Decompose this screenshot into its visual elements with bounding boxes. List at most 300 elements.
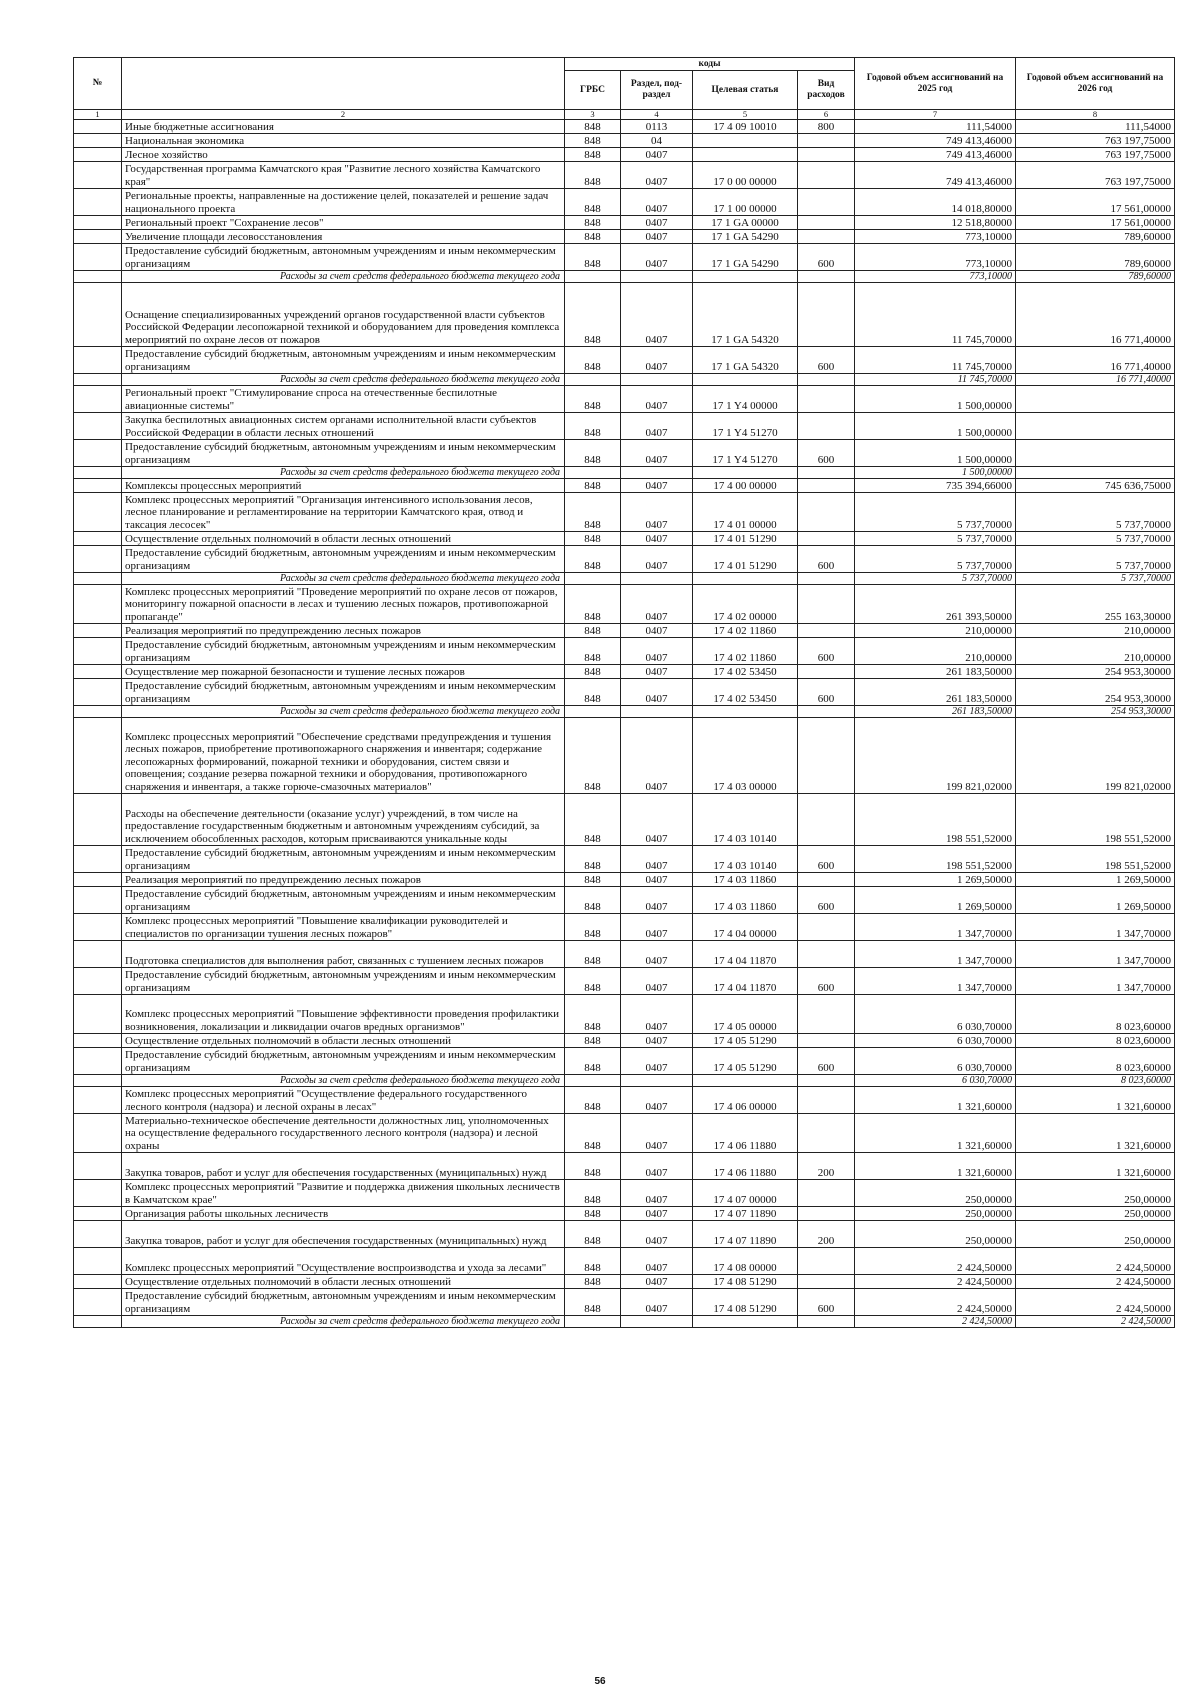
row-number-cell xyxy=(74,1207,122,1221)
row-razdel: 0407 xyxy=(621,1087,693,1114)
row-vid xyxy=(798,873,855,887)
row-number-cell xyxy=(74,413,122,440)
row-vol-2025: 11 745,70000 xyxy=(855,283,1016,347)
row-vol-2026: 198 551,52000 xyxy=(1016,794,1175,846)
row-vid xyxy=(798,189,855,216)
row-vid xyxy=(798,413,855,440)
row-name: Национальная экономика xyxy=(122,134,565,148)
row-vol-2026: 763 197,75000 xyxy=(1016,162,1175,189)
row-vid xyxy=(798,1075,855,1087)
row-number-cell xyxy=(74,271,122,283)
row-grbs: 848 xyxy=(565,1153,621,1180)
row-vol-2025: 1 321,60000 xyxy=(855,1087,1016,1114)
row-vol-2026 xyxy=(1016,467,1175,479)
row-razdel: 0113 xyxy=(621,120,693,134)
row-grbs: 848 xyxy=(565,1034,621,1048)
page-number: 56 xyxy=(594,1676,606,1687)
row-vol-2026: 1 321,60000 xyxy=(1016,1087,1175,1114)
row-razdel: 0407 xyxy=(621,887,693,914)
row-name: Расходы за счет средств федерального бюджета текущего года xyxy=(122,374,565,386)
row-razdel: 0407 xyxy=(621,679,693,706)
row-vol-2025: 2 424,50000 xyxy=(855,1289,1016,1316)
budget-sheet xyxy=(73,57,1174,1328)
row-vol-2025: 749 413,46000 xyxy=(855,134,1016,148)
row-vol-2025: 210,00000 xyxy=(855,624,1016,638)
row-celevaya: 17 4 09 10010 xyxy=(693,120,798,134)
row-name: Комплекс процессных мероприятий "Повышение квалификации руководителей и специалистов по организации тушения лесных пожаров" xyxy=(122,914,565,941)
row-vol-2026: 745 636,75000 xyxy=(1016,479,1175,493)
row-razdel: 0407 xyxy=(621,216,693,230)
row-vid xyxy=(798,1034,855,1048)
row-celevaya xyxy=(693,374,798,386)
row-name: Закупка товаров, работ и услуг для обеспечения государственных (муниципальных) нужд xyxy=(122,1221,565,1248)
row-razdel xyxy=(621,467,693,479)
row-vid: 600 xyxy=(798,679,855,706)
row-number-cell xyxy=(74,873,122,887)
row-vol-2026: 2 424,50000 xyxy=(1016,1275,1175,1289)
row-vol-2025: 2 424,50000 xyxy=(855,1275,1016,1289)
row-number-cell xyxy=(74,120,122,134)
row-vid xyxy=(798,1248,855,1275)
row-number-cell xyxy=(74,479,122,493)
row-number-cell xyxy=(74,1075,122,1087)
row-razdel: 0407 xyxy=(621,546,693,573)
row-vid xyxy=(798,914,855,941)
row-vol-2025: 2 424,50000 xyxy=(855,1248,1016,1275)
row-vid: 600 xyxy=(798,968,855,995)
row-vol-2026: 1 347,70000 xyxy=(1016,914,1175,941)
row-celevaya: 17 4 03 00000 xyxy=(693,718,798,794)
row-vol-2025: 1 269,50000 xyxy=(855,873,1016,887)
federal-budget-row xyxy=(74,573,1175,585)
table-row xyxy=(74,624,1175,638)
row-razdel: 0407 xyxy=(621,283,693,347)
row-name: Предоставление субсидий бюджетным, автономным учреждениям и иным некоммерческим организациям xyxy=(122,1289,565,1316)
row-number-cell xyxy=(74,546,122,573)
row-razdel xyxy=(621,1316,693,1328)
row-vol-2025: 261 183,50000 xyxy=(855,706,1016,718)
table-row xyxy=(74,585,1175,624)
row-vid xyxy=(798,148,855,162)
row-vol-2025: 250,00000 xyxy=(855,1207,1016,1221)
row-grbs xyxy=(565,467,621,479)
column-number: 7 xyxy=(855,110,1016,120)
row-razdel: 0407 xyxy=(621,1207,693,1221)
row-grbs: 848 xyxy=(565,162,621,189)
row-vid: 600 xyxy=(798,546,855,573)
column-number: 8 xyxy=(1016,110,1175,120)
budget-rows xyxy=(74,120,1175,1328)
row-name: Предоставление субсидий бюджетным, автономным учреждениям и иным некоммерческим организациям xyxy=(122,679,565,706)
row-name: Предоставление субсидий бюджетным, автономным учреждениям и иным некоммерческим организациям xyxy=(122,244,565,271)
row-grbs xyxy=(565,1316,621,1328)
row-vol-2026: 198 551,52000 xyxy=(1016,846,1175,873)
row-name: Закупка беспилотных авиационных систем органами исполнительной власти субъектов Российской Федерации в области лесных отношений xyxy=(122,413,565,440)
row-vol-2026: 17 561,00000 xyxy=(1016,189,1175,216)
table-row xyxy=(74,1180,1175,1207)
row-razdel: 0407 xyxy=(621,995,693,1034)
row-number-cell xyxy=(74,1153,122,1180)
row-grbs: 848 xyxy=(565,148,621,162)
row-celevaya: 17 4 06 11880 xyxy=(693,1114,798,1153)
row-number-cell xyxy=(74,1275,122,1289)
row-name: Осуществление мер пожарной безопасности и тушение лесных пожаров xyxy=(122,665,565,679)
row-vol-2026: 111,54000 xyxy=(1016,120,1175,134)
table-row xyxy=(74,120,1175,134)
row-number-cell xyxy=(74,162,122,189)
row-razdel: 0407 xyxy=(621,1034,693,1048)
row-razdel: 0407 xyxy=(621,914,693,941)
row-vol-2026: 1 269,50000 xyxy=(1016,873,1175,887)
table-row xyxy=(74,887,1175,914)
row-razdel: 0407 xyxy=(621,624,693,638)
row-vol-2025: 5 737,70000 xyxy=(855,573,1016,585)
row-vid xyxy=(798,573,855,585)
row-name: Региональный проект "Стимулирование спроса на отечественные беспилотные авиационные системы" xyxy=(122,386,565,413)
row-celevaya: 17 1 Y4 51270 xyxy=(693,413,798,440)
row-number-cell xyxy=(74,148,122,162)
row-vol-2026: 1 347,70000 xyxy=(1016,941,1175,968)
table-row xyxy=(74,479,1175,493)
row-grbs: 848 xyxy=(565,479,621,493)
row-vol-2025: 773,10000 xyxy=(855,230,1016,244)
row-vol-2025: 12 518,80000 xyxy=(855,216,1016,230)
row-razdel: 0407 xyxy=(621,1114,693,1153)
row-number-cell xyxy=(74,1048,122,1075)
row-razdel: 0407 xyxy=(621,665,693,679)
row-vol-2025: 11 745,70000 xyxy=(855,374,1016,386)
row-razdel: 0407 xyxy=(621,532,693,546)
row-name: Материально-техническое обеспечение деятельности должностных лиц, уполномоченных на осуществление федерального государственного лесного контроля (надзора) и лесной охраны xyxy=(122,1114,565,1153)
row-vid xyxy=(798,493,855,532)
row-vol-2025: 735 394,66000 xyxy=(855,479,1016,493)
row-number-cell xyxy=(74,216,122,230)
table-row xyxy=(74,532,1175,546)
row-vid: 600 xyxy=(798,1289,855,1316)
table-row xyxy=(74,1034,1175,1048)
row-name: Предоставление субсидий бюджетным, автономным учреждениям и иным некоммерческим организациям xyxy=(122,347,565,374)
row-vol-2026: 250,00000 xyxy=(1016,1207,1175,1221)
row-grbs: 848 xyxy=(565,1221,621,1248)
table-row xyxy=(74,1248,1175,1275)
row-celevaya xyxy=(693,706,798,718)
row-number-cell xyxy=(74,638,122,665)
row-vid xyxy=(798,941,855,968)
row-celevaya xyxy=(693,573,798,585)
row-razdel: 0407 xyxy=(621,493,693,532)
header-vid: Вид расходов xyxy=(798,71,855,110)
table-row xyxy=(74,189,1175,216)
row-number-cell xyxy=(74,1221,122,1248)
header-name xyxy=(122,58,565,110)
row-celevaya: 17 1 GA 54290 xyxy=(693,244,798,271)
row-celevaya xyxy=(693,271,798,283)
row-vol-2025: 773,10000 xyxy=(855,244,1016,271)
row-grbs: 848 xyxy=(565,120,621,134)
row-celevaya: 17 4 03 11860 xyxy=(693,887,798,914)
row-vol-2026: 789,60000 xyxy=(1016,271,1175,283)
row-vol-2025: 6 030,70000 xyxy=(855,1048,1016,1075)
row-name: Расходы за счет средств федерального бюджета текущего года xyxy=(122,706,565,718)
row-grbs: 848 xyxy=(565,230,621,244)
row-vol-2026: 789,60000 xyxy=(1016,244,1175,271)
row-name: Расходы за счет средств федерального бюджета текущего года xyxy=(122,1316,565,1328)
row-name: Комплекс процессных мероприятий "Осуществление федерального государственного лесного контроля (надзора) и лесной охраны в лесах" xyxy=(122,1087,565,1114)
row-number-cell xyxy=(74,846,122,873)
header-celevaya: Целевая статья xyxy=(693,71,798,110)
row-vid xyxy=(798,479,855,493)
row-celevaya: 17 4 08 00000 xyxy=(693,1248,798,1275)
row-number-cell xyxy=(74,794,122,846)
row-celevaya: 17 0 00 00000 xyxy=(693,162,798,189)
header-vol-2026: Годовой объем ассигнований на 2026 год xyxy=(1016,58,1175,110)
row-grbs: 848 xyxy=(565,1087,621,1114)
row-number-cell xyxy=(74,665,122,679)
row-vol-2025: 1 347,70000 xyxy=(855,968,1016,995)
row-name: Региональный проект "Сохранение лесов" xyxy=(122,216,565,230)
row-razdel: 0407 xyxy=(621,479,693,493)
row-grbs: 848 xyxy=(565,887,621,914)
row-number-cell xyxy=(74,995,122,1034)
row-vol-2026: 210,00000 xyxy=(1016,624,1175,638)
row-razdel: 0407 xyxy=(621,148,693,162)
row-celevaya xyxy=(693,134,798,148)
row-name: Региональные проекты, направленные на достижение целей, показателей и решение задач национального проекта xyxy=(122,189,565,216)
table-row xyxy=(74,244,1175,271)
row-vol-2026: 8 023,60000 xyxy=(1016,1075,1175,1087)
row-razdel: 0407 xyxy=(621,941,693,968)
row-number-cell xyxy=(74,1316,122,1328)
row-vid: 600 xyxy=(798,440,855,467)
row-name: Предоставление субсидий бюджетным, автономным учреждениям и иным некоммерческим организациям xyxy=(122,968,565,995)
row-vid: 600 xyxy=(798,1048,855,1075)
row-grbs: 848 xyxy=(565,846,621,873)
row-celevaya: 17 4 04 11870 xyxy=(693,968,798,995)
row-vol-2026: 1 321,60000 xyxy=(1016,1153,1175,1180)
row-grbs: 848 xyxy=(565,413,621,440)
row-number-cell xyxy=(74,624,122,638)
table-row xyxy=(74,638,1175,665)
row-vid xyxy=(798,585,855,624)
row-vid xyxy=(798,1207,855,1221)
row-celevaya: 17 4 07 11890 xyxy=(693,1221,798,1248)
row-vol-2026: 254 953,30000 xyxy=(1016,706,1175,718)
row-vol-2026: 254 953,30000 xyxy=(1016,665,1175,679)
row-name: Расходы на обеспечение деятельности (оказание услуг) учреждений, в том числе на предоставление государственным бюджетным и автономным учреждениям субсидий, за исключением обособленных расходов, которым присваиваются уникальные коды xyxy=(122,794,565,846)
row-razdel xyxy=(621,271,693,283)
table-row xyxy=(74,347,1175,374)
row-grbs: 848 xyxy=(565,532,621,546)
header-vol-2025: Годовой объем ассигнований на 2025 год xyxy=(855,58,1016,110)
column-number: 6 xyxy=(798,110,855,120)
row-vol-2026: 2 424,50000 xyxy=(1016,1289,1175,1316)
row-celevaya xyxy=(693,1075,798,1087)
row-name: Предоставление субсидий бюджетным, автономным учреждениям и иным некоммерческим организациям xyxy=(122,846,565,873)
row-number-cell xyxy=(74,1087,122,1114)
row-name: Комплекс процессных мероприятий "Повышение эффективности проведения профилактики возникновения, локализации и ликвидации очагов вредных организмов" xyxy=(122,995,565,1034)
table-row xyxy=(74,413,1175,440)
row-number-cell xyxy=(74,134,122,148)
row-grbs xyxy=(565,706,621,718)
row-vid: 600 xyxy=(798,347,855,374)
row-grbs: 848 xyxy=(565,347,621,374)
row-number-cell xyxy=(74,1180,122,1207)
row-razdel: 0407 xyxy=(621,638,693,665)
row-vol-2026: 763 197,75000 xyxy=(1016,148,1175,162)
federal-budget-row xyxy=(74,1316,1175,1328)
row-celevaya xyxy=(693,148,798,162)
row-celevaya: 17 4 02 11860 xyxy=(693,624,798,638)
row-razdel: 04 xyxy=(621,134,693,148)
row-number-cell xyxy=(74,1034,122,1048)
row-number-cell xyxy=(74,679,122,706)
row-vol-2026: 255 163,30000 xyxy=(1016,585,1175,624)
row-vol-2025: 2 424,50000 xyxy=(855,1316,1016,1328)
row-grbs: 848 xyxy=(565,914,621,941)
row-number-cell xyxy=(74,230,122,244)
row-grbs: 848 xyxy=(565,665,621,679)
row-grbs: 848 xyxy=(565,718,621,794)
row-name: Осуществление отдельных полномочий в области лесных отношений xyxy=(122,532,565,546)
row-name: Организация работы школьных лесничеств xyxy=(122,1207,565,1221)
row-vol-2026: 789,60000 xyxy=(1016,230,1175,244)
row-number-cell xyxy=(74,467,122,479)
row-razdel: 0407 xyxy=(621,162,693,189)
row-vol-2026: 5 737,70000 xyxy=(1016,546,1175,573)
row-grbs: 848 xyxy=(565,794,621,846)
row-celevaya: 17 4 01 51290 xyxy=(693,546,798,573)
table-row xyxy=(74,1048,1175,1075)
table-row xyxy=(74,386,1175,413)
row-vid xyxy=(798,794,855,846)
row-name: Иные бюджетные ассигнования xyxy=(122,120,565,134)
row-razdel: 0407 xyxy=(621,386,693,413)
row-grbs: 848 xyxy=(565,283,621,347)
table-row xyxy=(74,493,1175,532)
row-celevaya: 17 4 06 11880 xyxy=(693,1153,798,1180)
row-name: Расходы за счет средств федерального бюджета текущего года xyxy=(122,467,565,479)
row-vol-2026: 8 023,60000 xyxy=(1016,995,1175,1034)
row-name: Предоставление субсидий бюджетным, автономным учреждениям и иным некоммерческим организациям xyxy=(122,887,565,914)
row-razdel: 0407 xyxy=(621,230,693,244)
row-celevaya: 17 4 01 00000 xyxy=(693,493,798,532)
row-celevaya: 17 4 00 00000 xyxy=(693,479,798,493)
row-razdel: 0407 xyxy=(621,1221,693,1248)
row-grbs: 848 xyxy=(565,1180,621,1207)
table-row xyxy=(74,162,1175,189)
row-name: Предоставление субсидий бюджетным, автономным учреждениям и иным некоммерческим организациям xyxy=(122,546,565,573)
table-row xyxy=(74,941,1175,968)
row-vol-2025: 250,00000 xyxy=(855,1221,1016,1248)
table-row xyxy=(74,679,1175,706)
row-vid xyxy=(798,374,855,386)
row-celevaya: 17 4 08 51290 xyxy=(693,1289,798,1316)
row-celevaya xyxy=(693,1316,798,1328)
row-vol-2025: 198 551,52000 xyxy=(855,846,1016,873)
row-vol-2026: 17 561,00000 xyxy=(1016,216,1175,230)
row-vol-2025: 5 737,70000 xyxy=(855,546,1016,573)
row-celevaya: 17 4 05 51290 xyxy=(693,1048,798,1075)
row-celevaya: 17 1 GA 54320 xyxy=(693,283,798,347)
row-vol-2026 xyxy=(1016,440,1175,467)
row-name: Предоставление субсидий бюджетным, автономным учреждениям и иным некоммерческим организациям xyxy=(122,440,565,467)
row-razdel: 0407 xyxy=(621,1275,693,1289)
row-name: Комплекс процессных мероприятий "Осуществление воспроизводства и ухода за лесами" xyxy=(122,1248,565,1275)
row-name: Комплекс процессных мероприятий "Организация интенсивного использования лесов, лесное планирование и регламентирование на территории Камчатского края, отвод и таксация лесосек" xyxy=(122,493,565,532)
row-grbs: 848 xyxy=(565,968,621,995)
row-vol-2026: 1 269,50000 xyxy=(1016,887,1175,914)
row-vid: 600 xyxy=(798,638,855,665)
row-vol-2025: 1 321,60000 xyxy=(855,1153,1016,1180)
row-razdel xyxy=(621,573,693,585)
row-celevaya: 17 4 02 00000 xyxy=(693,585,798,624)
row-celevaya: 17 1 Y4 51270 xyxy=(693,440,798,467)
row-razdel: 0407 xyxy=(621,244,693,271)
table-row xyxy=(74,1275,1175,1289)
row-grbs: 848 xyxy=(565,440,621,467)
row-name: Оснащение специализированных учреждений органов государственной власти субъектов Российской Федерации лесопожарной техникой и оборудованием для проведения комплекса мероприятий по охране лесов от пожаров xyxy=(122,283,565,347)
row-vol-2025: 250,00000 xyxy=(855,1180,1016,1207)
row-razdel: 0407 xyxy=(621,189,693,216)
row-vol-2025: 261 183,50000 xyxy=(855,679,1016,706)
table-row xyxy=(74,914,1175,941)
row-grbs: 848 xyxy=(565,638,621,665)
row-celevaya: 17 1 GA 54290 xyxy=(693,230,798,244)
row-razdel: 0407 xyxy=(621,1153,693,1180)
row-razdel xyxy=(621,706,693,718)
row-name: Расходы за счет средств федерального бюджета текущего года xyxy=(122,573,565,585)
row-celevaya xyxy=(693,467,798,479)
row-vol-2025: 261 393,50000 xyxy=(855,585,1016,624)
row-number-cell xyxy=(74,718,122,794)
row-vid xyxy=(798,134,855,148)
row-number-cell xyxy=(74,386,122,413)
row-name: Расходы за счет средств федерального бюджета текущего года xyxy=(122,271,565,283)
row-celevaya: 17 4 03 10140 xyxy=(693,794,798,846)
row-razdel: 0407 xyxy=(621,1289,693,1316)
row-vid: 200 xyxy=(798,1221,855,1248)
row-celevaya: 17 4 05 00000 xyxy=(693,995,798,1034)
row-number-cell xyxy=(74,706,122,718)
row-vid xyxy=(798,386,855,413)
row-name: Предоставление субсидий бюджетным, автономным учреждениям и иным некоммерческим организациям xyxy=(122,638,565,665)
row-vol-2026: 8 023,60000 xyxy=(1016,1048,1175,1075)
column-number: 4 xyxy=(621,110,693,120)
row-razdel xyxy=(621,374,693,386)
row-vol-2025: 111,54000 xyxy=(855,120,1016,134)
row-vol-2026: 5 737,70000 xyxy=(1016,532,1175,546)
row-grbs: 848 xyxy=(565,546,621,573)
row-grbs: 848 xyxy=(565,873,621,887)
row-vol-2026: 8 023,60000 xyxy=(1016,1034,1175,1048)
federal-budget-row xyxy=(74,706,1175,718)
row-razdel: 0407 xyxy=(621,718,693,794)
row-vol-2026: 254 953,30000 xyxy=(1016,679,1175,706)
row-razdel: 0407 xyxy=(621,413,693,440)
row-name: Подготовка специалистов для выполнения работ, связанных с тушением лесных пожаров xyxy=(122,941,565,968)
row-grbs xyxy=(565,1075,621,1087)
table-row xyxy=(74,1221,1175,1248)
row-vol-2026: 2 424,50000 xyxy=(1016,1316,1175,1328)
row-number-cell xyxy=(74,941,122,968)
row-vol-2026 xyxy=(1016,413,1175,440)
row-vol-2026: 763 197,75000 xyxy=(1016,134,1175,148)
row-name: Осуществление отдельных полномочий в области лесных отношений xyxy=(122,1275,565,1289)
row-name: Реализация мероприятий по предупреждению лесных пожаров xyxy=(122,873,565,887)
row-vid xyxy=(798,230,855,244)
row-celevaya: 17 4 07 11890 xyxy=(693,1207,798,1221)
row-vid xyxy=(798,216,855,230)
